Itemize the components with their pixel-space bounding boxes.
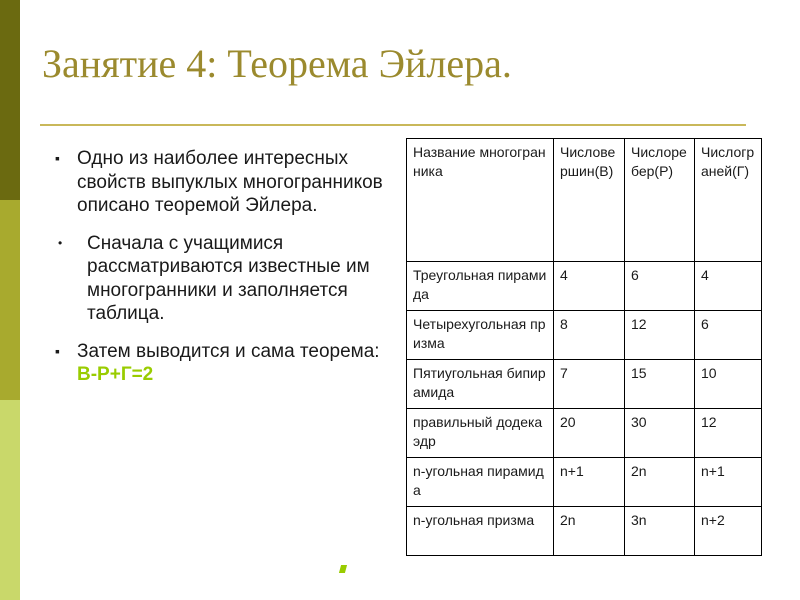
bullet-item-3 [55, 340, 385, 387]
table-cell: 12 [625, 311, 695, 360]
table-cell: 6 [625, 262, 695, 311]
table-row [407, 409, 762, 458]
title-divider [40, 124, 746, 126]
table-cell: Треугольная пирамида [407, 262, 554, 311]
header-name: Название многогранника [407, 139, 554, 262]
table-row [407, 507, 762, 556]
table-cell: 20 [554, 409, 625, 458]
bullet-text-2: Сначала с учащимися рассматриваются известные им многогранники и заполняется таблица. [87, 232, 370, 324]
bullet-dot-icon: ▪ [55, 150, 60, 166]
slide-title: Занятие 4: Теорема Эйлера. [42, 41, 512, 86]
euler-formula: В-Р+Г=2 [77, 364, 154, 385]
strip-segment-2 [0, 200, 20, 400]
table-cell: правильный додекаэдр [407, 409, 554, 458]
table-cell: n+1 [695, 458, 762, 507]
header-vertices: Числовершин(В) [554, 139, 625, 262]
slide-marker-icon [339, 565, 347, 573]
table-cell: 4 [554, 262, 625, 311]
table-row [407, 311, 762, 360]
table-cell: 2n [554, 507, 625, 556]
strip-segment-1 [0, 0, 20, 200]
table-cell: n-угольная пирамида [407, 458, 554, 507]
table-cell: Пятиугольная бипирамида [407, 360, 554, 409]
table-cell: 30 [625, 409, 695, 458]
bullet-item-1 [55, 147, 385, 218]
table-row [407, 458, 762, 507]
decorative-side-strip [0, 0, 20, 600]
polyhedra-table [406, 138, 762, 556]
bullet-dot-icon: • [58, 235, 63, 250]
bullet-list [55, 147, 385, 387]
table-cell: 2n [625, 458, 695, 507]
bullet-item-2 [55, 232, 385, 326]
table-row [407, 262, 762, 311]
table-row [407, 360, 762, 409]
table-cell: Четырехугольная призма [407, 311, 554, 360]
header-edges: Числоребер(Р) [625, 139, 695, 262]
bullet-text-1: Одно из наиболее интересных свойств выпуклых многогранников описано теоремой Эйлера. [77, 148, 383, 216]
table-header-row [407, 139, 762, 262]
table-cell: n-угольная призма [407, 507, 554, 556]
table-cell: 6 [695, 311, 762, 360]
table-cell: 12 [695, 409, 762, 458]
table-cell: 3n [625, 507, 695, 556]
table-cell: n+1 [554, 458, 625, 507]
bullet-text-3: Затем выводится и сама теорема: [77, 340, 380, 362]
table-cell: n+2 [695, 507, 762, 556]
table-cell: 10 [695, 360, 762, 409]
table-cell: 15 [625, 360, 695, 409]
table-cell: 8 [554, 311, 625, 360]
strip-segment-3 [0, 400, 20, 600]
header-faces: Числограней(Г) [695, 139, 762, 262]
table-cell: 4 [695, 262, 762, 311]
table-cell: 7 [554, 360, 625, 409]
bullet-dot-icon: ▪ [55, 342, 60, 359]
